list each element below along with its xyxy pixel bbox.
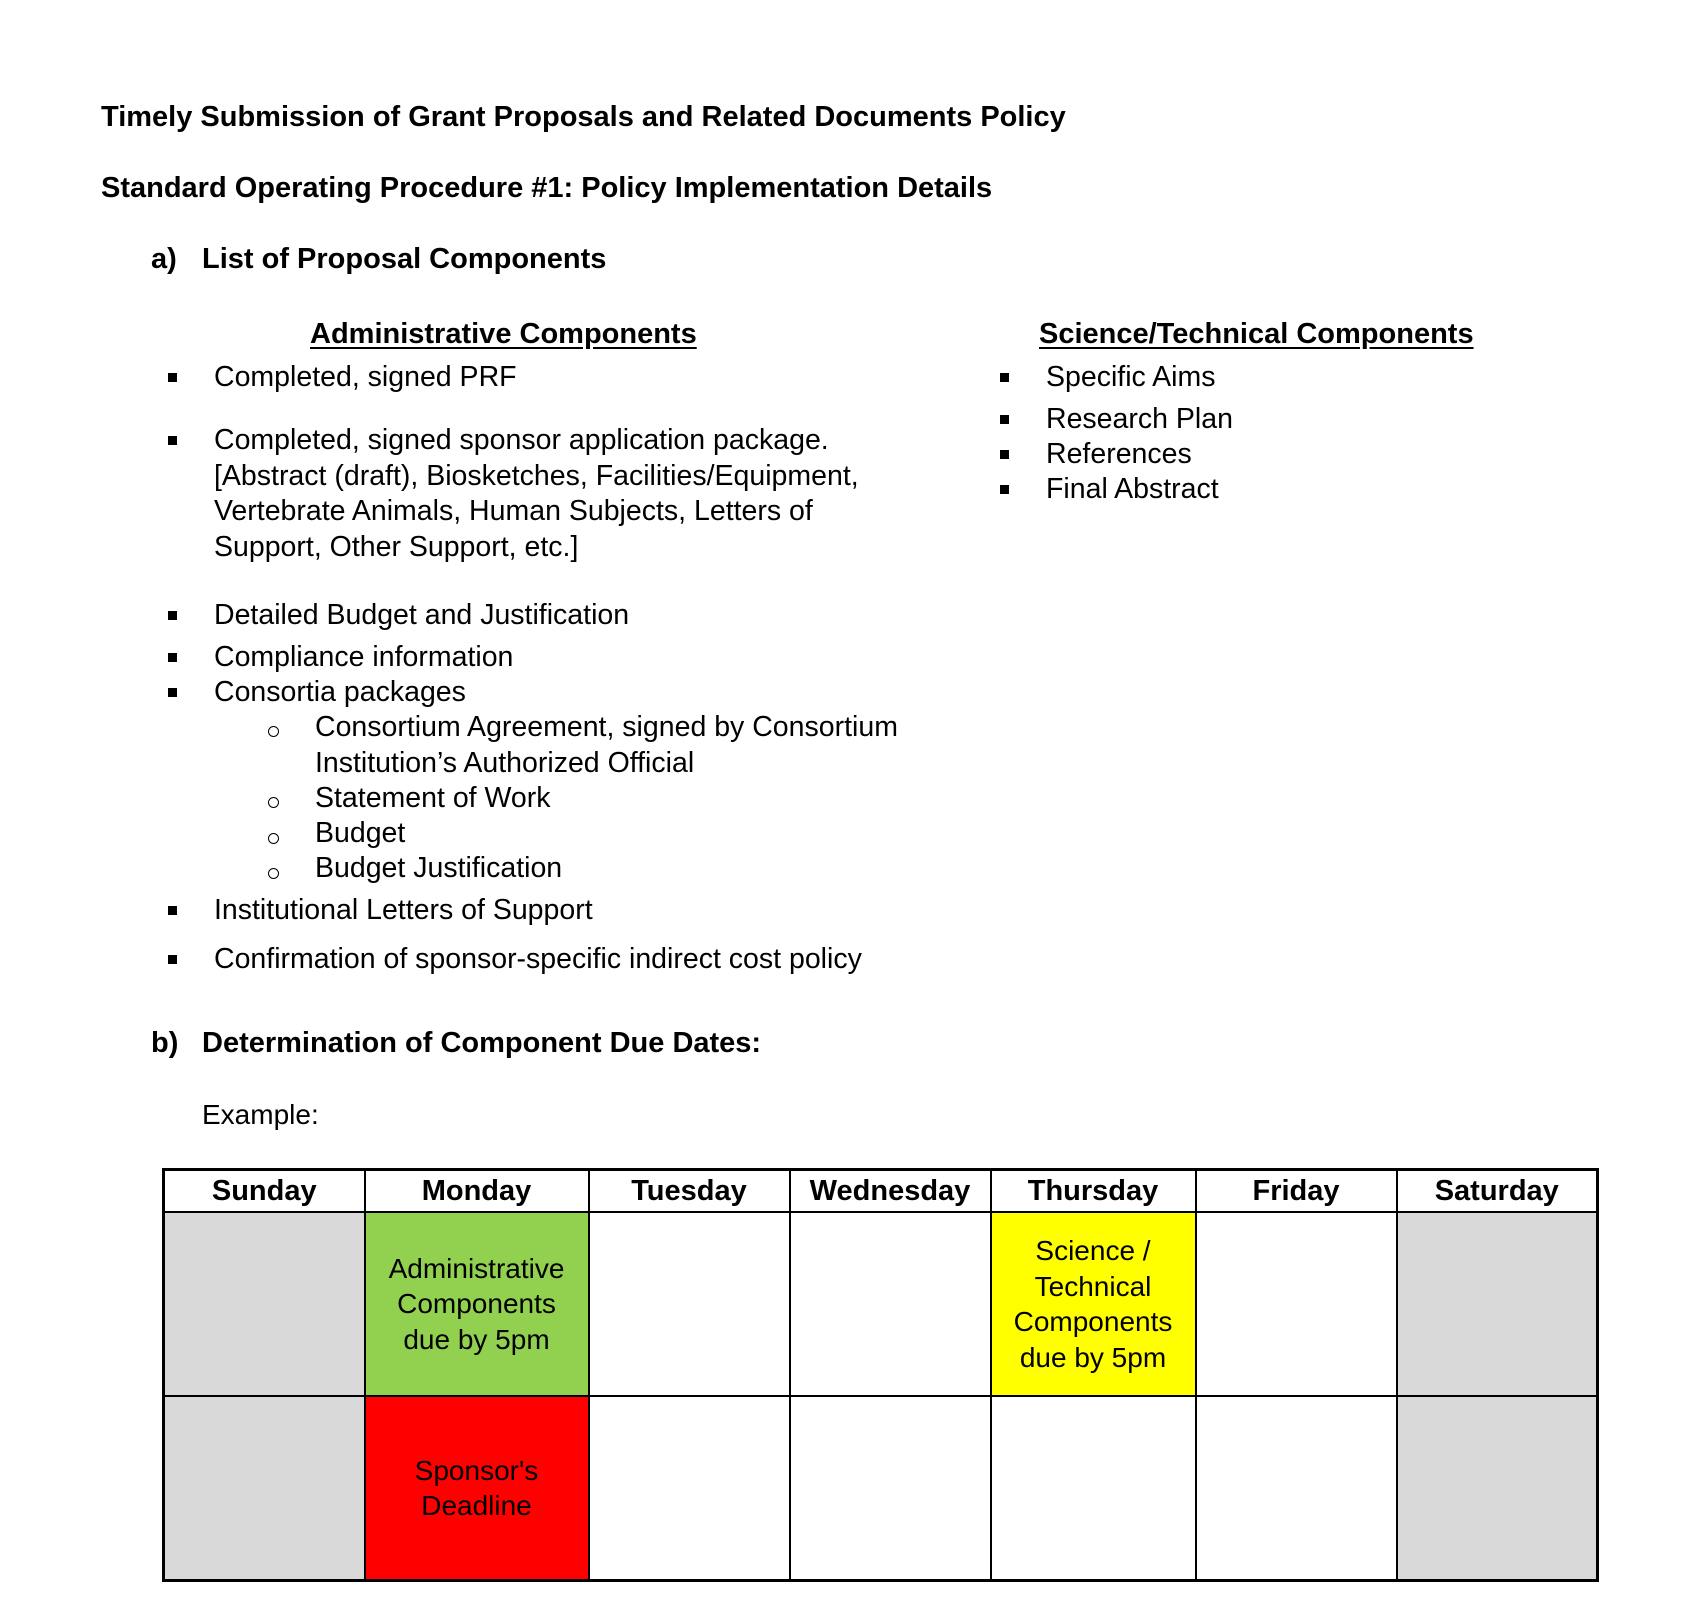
calendar-cell-weekend xyxy=(1397,1212,1598,1396)
bullet-icon xyxy=(168,688,177,697)
day-header-monday: Monday xyxy=(365,1170,589,1213)
day-header-thursday: Thursday xyxy=(991,1170,1196,1213)
section-a-heading: List of Proposal Components xyxy=(202,243,607,275)
calendar-cell-weekend xyxy=(164,1212,365,1396)
science-due-cell xyxy=(991,1212,1196,1396)
day-header-sunday: Sunday xyxy=(164,1170,365,1213)
document-title: Timely Submission of Grant Proposals and Related Documents Policy xyxy=(101,101,1066,133)
day-header-wednesday: Wednesday xyxy=(790,1170,991,1213)
calendar-cell xyxy=(589,1212,790,1396)
science-due-text: Science / Technical Components due by 5pm xyxy=(1013,1235,1173,1373)
calendar-cell-weekend xyxy=(1397,1396,1598,1581)
bullet-icon xyxy=(168,653,177,662)
calendar-week-2 xyxy=(164,1396,1598,1581)
consortia-subitem-budget-justification: Budget Justification xyxy=(315,852,563,884)
admin-item-application-package: Completed, signed sponsor application package. [Abstract (draft), Biosketches, Facilities/Equipment, Vertebrate Animals, Human Subjects, Letters of Support, Other Support, etc.] xyxy=(214,424,859,563)
calendar-cell xyxy=(589,1396,790,1581)
science-item-specific-aims: Specific Aims xyxy=(1046,361,1216,393)
admin-item-indirect-cost: Confirmation of sponsor-specific indirect cost policy xyxy=(214,943,862,975)
consortia-subitem-sow: Statement of Work xyxy=(315,782,551,814)
bullet-icon xyxy=(168,906,177,915)
example-label: Example: xyxy=(202,1099,319,1130)
calendar-week-1 xyxy=(164,1212,1598,1396)
section-b-label: b) xyxy=(151,1027,179,1059)
admin-item-consortia: Consortia packages xyxy=(214,676,466,708)
sponsor-deadline-cell xyxy=(365,1396,589,1581)
sub-bullet-icon xyxy=(268,868,279,879)
sponsor-deadline-text: Sponsor's Deadline xyxy=(414,1454,539,1521)
calendar-cell xyxy=(1196,1212,1397,1396)
section-b-heading: Determination of Component Due Dates: xyxy=(202,1027,762,1059)
bullet-icon xyxy=(168,436,177,445)
consortia-subitem-budget: Budget xyxy=(315,817,406,849)
sub-bullet-icon xyxy=(268,797,279,808)
consortia-subitem-agreement: Consortium Agreement, signed by Consortium Institution’s Authorized Official xyxy=(315,711,898,779)
admin-due-cell xyxy=(365,1212,589,1396)
bullet-icon xyxy=(1000,485,1009,494)
day-header-tuesday: Tuesday xyxy=(589,1170,790,1213)
document-subtitle: Standard Operating Procedure #1: Policy Implementation Details xyxy=(101,172,993,204)
day-header-friday: Friday xyxy=(1196,1170,1397,1213)
bullet-icon xyxy=(168,373,177,382)
bullet-icon xyxy=(168,955,177,964)
bullet-icon xyxy=(1000,450,1009,459)
admin-components-heading: Administrative Components xyxy=(310,318,697,350)
admin-item-compliance: Compliance information xyxy=(214,641,514,673)
bullet-icon xyxy=(1000,373,1009,382)
sub-bullet-icon xyxy=(268,833,279,844)
day-header-saturday: Saturday xyxy=(1397,1170,1598,1213)
calendar-cell-weekend xyxy=(164,1396,365,1581)
admin-item-budget: Detailed Budget and Justification xyxy=(214,599,630,631)
due-date-calendar xyxy=(162,1168,1599,1582)
science-item-final-abstract: Final Abstract xyxy=(1046,473,1219,505)
calendar-header-row xyxy=(164,1170,1598,1213)
admin-item-prf: Completed, signed PRF xyxy=(214,361,517,393)
calendar-cell xyxy=(790,1396,991,1581)
calendar-cell xyxy=(790,1212,991,1396)
science-components-heading: Science/Technical Components xyxy=(1039,318,1474,350)
sub-bullet-icon xyxy=(268,726,279,737)
admin-item-letters-of-support: Institutional Letters of Support xyxy=(214,894,593,926)
admin-due-text: Administrative Components due by 5pm xyxy=(388,1252,565,1355)
science-item-references: References xyxy=(1046,438,1192,470)
bullet-icon xyxy=(168,611,177,620)
calendar-cell xyxy=(1196,1396,1397,1581)
section-a-label: a) xyxy=(151,243,177,275)
bullet-icon xyxy=(1000,415,1009,424)
science-item-research-plan: Research Plan xyxy=(1046,403,1233,435)
calendar-cell xyxy=(991,1396,1196,1581)
